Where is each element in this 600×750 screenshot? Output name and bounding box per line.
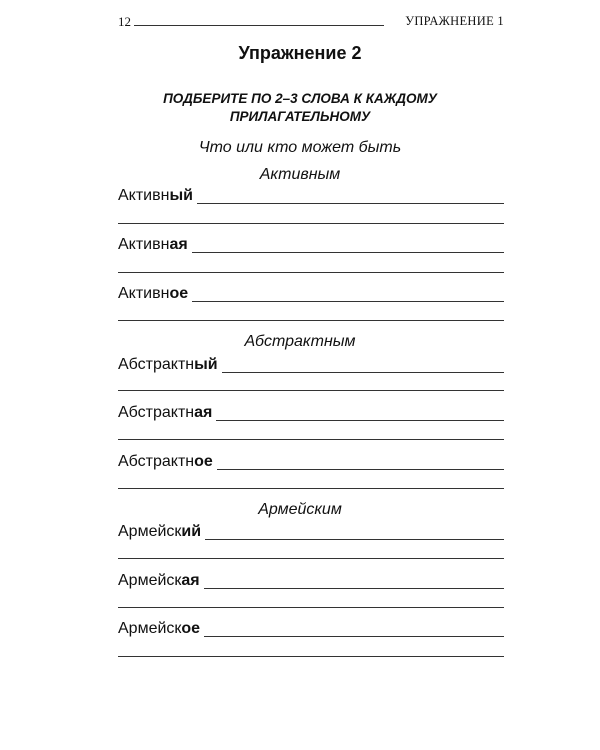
adjective-word: Активное xyxy=(118,285,192,303)
answer-row xyxy=(118,403,504,425)
instruction-line-2: ПРИЛАГАТЕЛЬНОМУ xyxy=(229,109,371,124)
running-header xyxy=(118,14,504,30)
answer-line[interactable] xyxy=(118,439,504,440)
adjective-word: Армейская xyxy=(118,572,204,590)
instruction-line-1: ПОДБЕРИТЕ ПО 2–3 СЛОВА К КАЖДОМУ xyxy=(163,91,437,106)
answer-line[interactable] xyxy=(118,488,504,489)
adjective-word: Абстрактный xyxy=(118,356,222,374)
adjective-word: Активная xyxy=(118,236,192,254)
answer-row xyxy=(118,571,504,593)
adjective-word: Абстрактная xyxy=(118,404,216,422)
adjective-ending: ое xyxy=(194,453,213,470)
answer-row xyxy=(118,522,504,544)
exercise-title: Упражнение 2 xyxy=(238,43,362,63)
answer-line[interactable] xyxy=(118,272,504,273)
adjective-ending: ая xyxy=(194,404,213,421)
answer-line[interactable] xyxy=(118,558,504,559)
adjective-word: Абстрактное xyxy=(118,453,217,471)
running-title: УПРАЖНЕНИЕ 1 xyxy=(405,14,504,28)
page-number: 12 xyxy=(118,14,131,29)
answer-line[interactable] xyxy=(118,320,504,321)
instruction xyxy=(150,90,450,126)
answer-line[interactable] xyxy=(118,223,504,224)
answer-row xyxy=(118,619,504,641)
answer-line[interactable] xyxy=(118,656,504,657)
adjective-word: Армейское xyxy=(118,620,204,638)
adjective-ending: ий xyxy=(181,523,202,540)
answer-row xyxy=(118,452,504,474)
adjective-ending: ое xyxy=(181,620,201,637)
section-heading: Активным xyxy=(259,166,341,183)
answer-row xyxy=(118,235,504,257)
section-heading: Армейским xyxy=(258,501,342,518)
header-rule xyxy=(134,25,384,26)
adjective-word: Активный xyxy=(118,187,197,205)
answer-line[interactable] xyxy=(118,607,504,608)
subtitle: Что или кто может быть xyxy=(198,139,402,156)
adjective-word: Армейский xyxy=(118,523,205,541)
adjective-ending: ый xyxy=(169,187,193,204)
adjective-ending: ая xyxy=(181,572,200,589)
answer-row xyxy=(118,186,504,208)
adjective-ending: ое xyxy=(169,285,189,302)
answer-row xyxy=(118,355,504,377)
section-heading: Абстрактным xyxy=(244,333,356,350)
adjective-ending: ая xyxy=(169,236,188,253)
answer-row xyxy=(118,284,504,306)
answer-line[interactable] xyxy=(118,390,504,391)
adjective-ending: ый xyxy=(194,356,218,373)
